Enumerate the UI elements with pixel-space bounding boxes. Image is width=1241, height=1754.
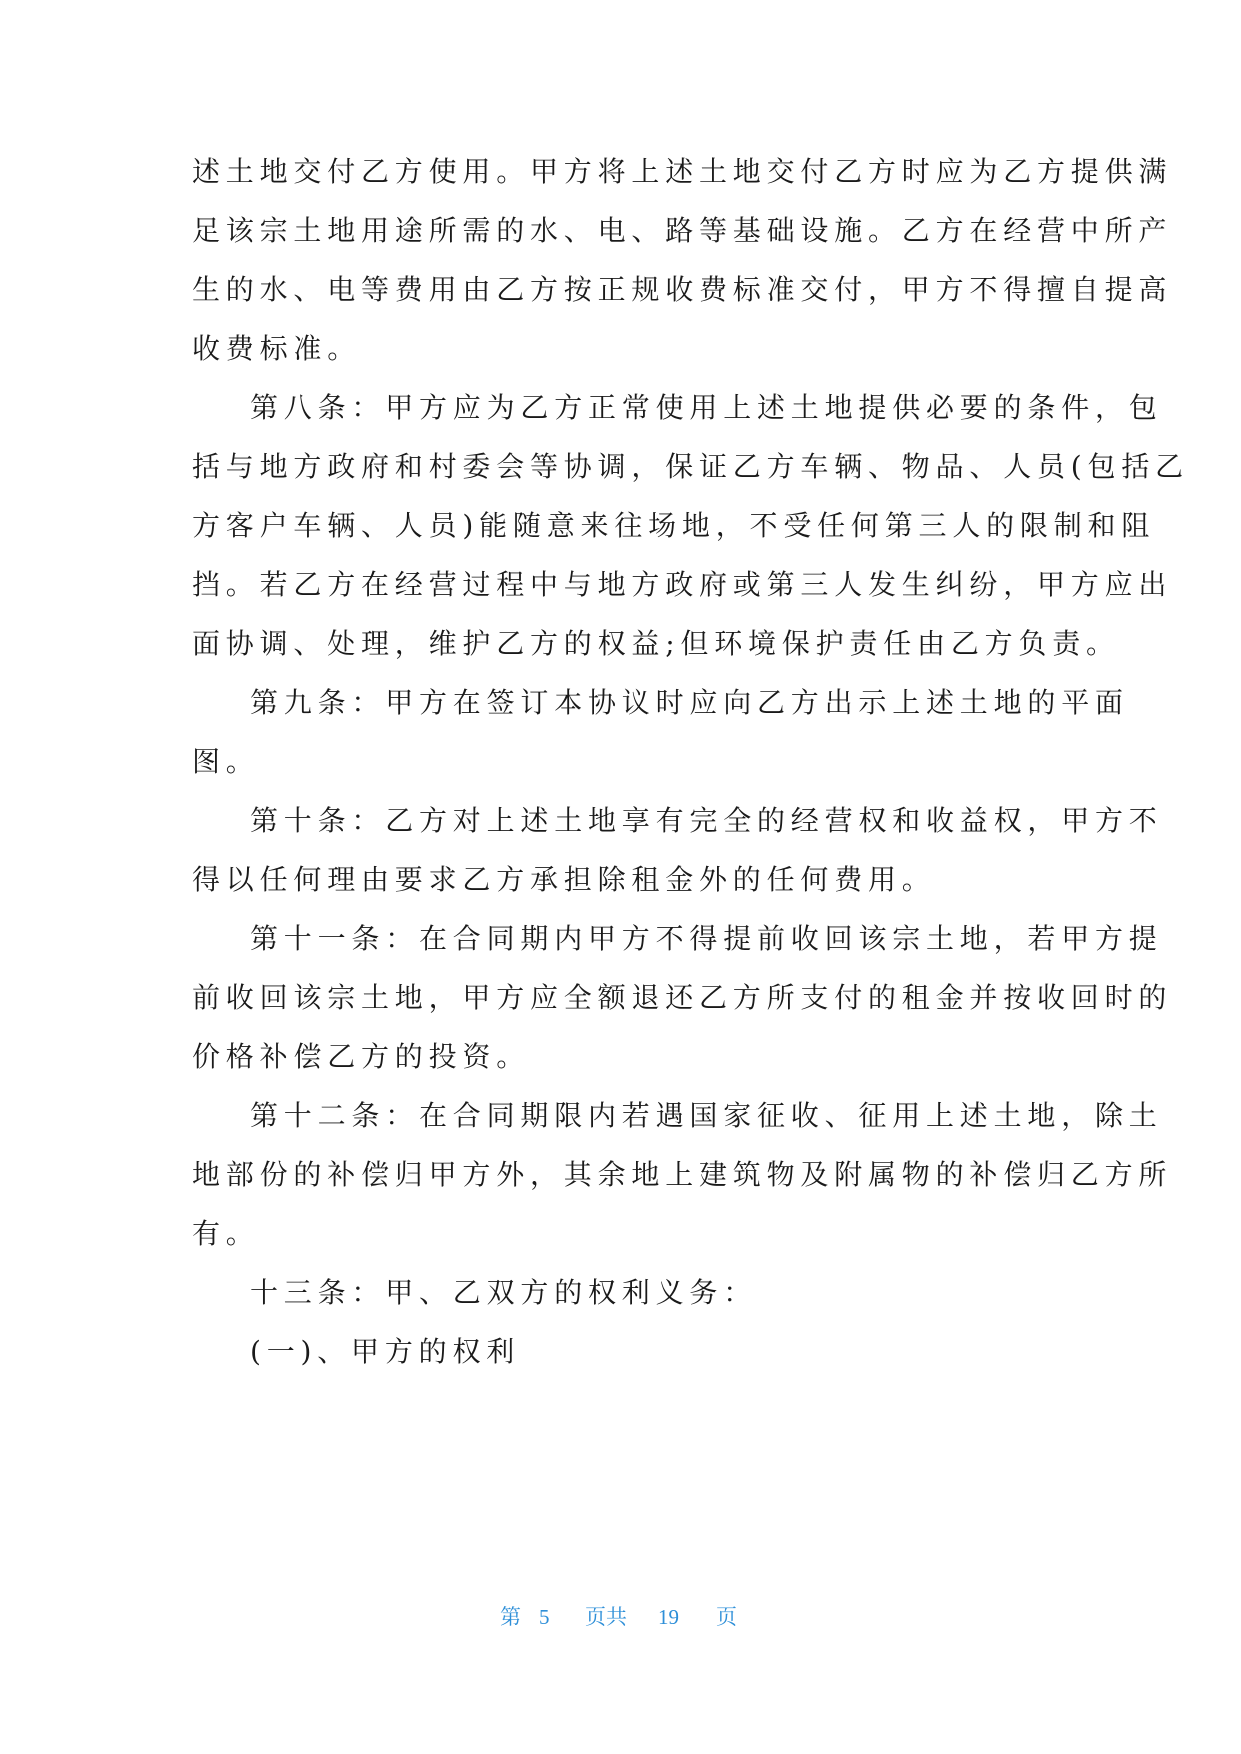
text-line: 图。 — [192, 745, 260, 778]
article-8-first-line: 第八条：甲方应为乙方正常使用上述土地提供必要的条件，包 — [250, 391, 1163, 424]
text-line: 挡。若乙方在经营过程中与地方政府或第三人发生纠纷，甲方应出 — [192, 568, 1173, 601]
page-footer — [0, 1602, 1241, 1632]
footer-middle: 页共 — [585, 1605, 627, 1629]
current-page-number: 5 — [539, 1605, 550, 1629]
text-line: 生的水、电等费用由乙方按正规收费标准交付，甲方不得擅自提高 — [192, 273, 1173, 306]
text-line: 地部份的补偿归甲方外，其余地上建筑物及附属物的补偿归乙方所 — [192, 1158, 1173, 1191]
text-line: 述土地交付乙方使用。甲方将上述土地交付乙方时应为乙方提供满 — [192, 155, 1173, 188]
text-line: 足该宗土地用途所需的水、电、路等基础设施。乙方在经营中所产 — [192, 214, 1173, 247]
text-line: 括与地方政府和村委会等协调，保证乙方车辆、物品、人员(包括乙 — [192, 450, 1189, 483]
text-line: 面协调、处理，维护乙方的权益;但环境保护责任由乙方负责。 — [192, 627, 1120, 660]
article-11-first-line: 第十一条：在合同期内甲方不得提前收回该宗土地，若甲方提 — [250, 922, 1163, 955]
text-line: 得以任何理由要求乙方承担除租金外的任何费用。 — [192, 863, 936, 896]
article-10-first-line: 第十条：乙方对上述土地享有完全的经营权和收益权，甲方不 — [250, 804, 1163, 837]
text-line: 方客户车辆、人员)能随意来往场地，不受任何第三人的限制和阻 — [192, 509, 1156, 542]
article-9-first-line: 第九条：甲方在签订本协议时应向乙方出示上述土地的平面 — [250, 686, 1129, 719]
text-line: 价格补偿乙方的投资。 — [192, 1040, 531, 1073]
article-12-first-line: 第十二条：在合同期限内若遇国家征收、征用上述土地，除土 — [250, 1099, 1163, 1132]
text-line: 收费标准。 — [192, 332, 362, 365]
text-line: 前收回该宗土地，甲方应全额退还乙方所支付的租金并按收回时的 — [192, 981, 1173, 1014]
footer-prefix: 第 — [500, 1605, 521, 1629]
subsection-heading: (一)、甲方的权利 — [250, 1335, 521, 1368]
article-13-heading: 十三条：甲、乙双方的权利义务： — [250, 1276, 758, 1309]
total-pages: 19 — [658, 1605, 679, 1629]
footer-suffix: 页 — [716, 1605, 737, 1629]
text-line: 有。 — [192, 1217, 260, 1250]
